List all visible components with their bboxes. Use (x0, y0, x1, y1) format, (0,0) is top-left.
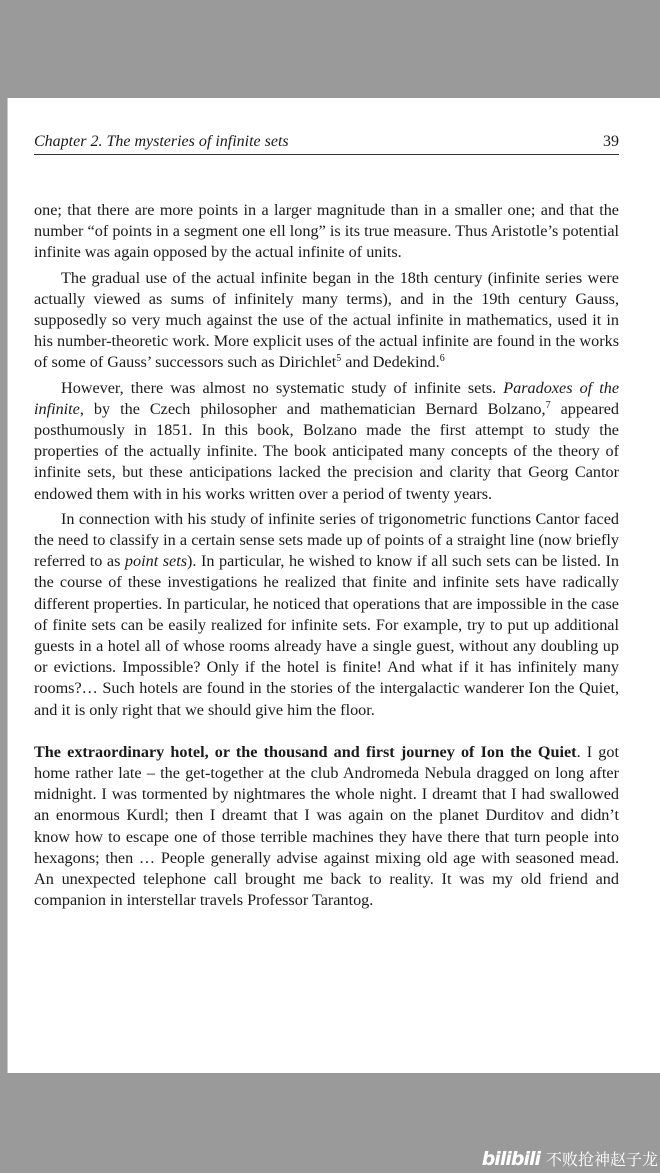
paragraph (34, 378, 619, 505)
footnote-marker: 7 (545, 399, 551, 411)
paragraph (34, 509, 619, 721)
text-run: In connection with his study of infinite series of trigonometric functions Cantor faced the need to classify in a certain sense sets made up of points of a straight line (now briefly referred to as (34, 509, 619, 571)
italic-text: Paradoxes of the infinite (34, 378, 619, 418)
chapter-title: Chapter 2. The mysteries of infinite sets (34, 133, 289, 150)
italic-text: point sets (124, 552, 188, 571)
footnote-marker: 5 (336, 353, 342, 365)
body-text (34, 200, 619, 912)
section-heading: The extraordinary hotel, or the thousand and first journey of Ion the Quiet (34, 742, 577, 761)
text-run: one; that there are more points in a larger magnitude than in a smaller one; and that the number “of points in a segment one ell long” is its true measure. Thus Aristotle’s potential infinite was again opposed by the actual infinite of units. (34, 201, 619, 262)
text-run: . I got home rather late – the get-together at the club Andromeda Nebula dragged on long after midnight. I was tormented by nightmares the whole night. I dreamt that I had swallowed an enormous Kurdl; then I dreamt that I was again on the planet Durditov and didn’t know how to escape one of those terrible machines they have there that turn people into hexagons; then … People generally advise against mixing old age with seasoned mead. An unexpected telephone call brought me back to reality. It was my old friend and companion in interstellar travels Professor Tarantog. (34, 742, 619, 910)
watermark (482, 1147, 658, 1170)
page-number: 39 (603, 133, 619, 150)
watermark-username: 不败抢神赵子龙 (545, 1150, 658, 1169)
paragraph (34, 268, 619, 374)
running-head (34, 128, 619, 155)
bilibili-logo-icon: bilibili (481, 1147, 540, 1170)
section-paragraph (34, 742, 619, 912)
text-run: However, there was almost no systematic study of infinite sets. (61, 378, 504, 397)
text-run: ). In particular, he wished to know if all such sets can be listed. In the course of these investigations he realized that finite and infinite sets have radically different properties. In particular, he noticed that operations that are impossible in the case of finite sets can be easily realized for infinite sets. For example, try to put up additional guests in a hotel all of whose rooms already have a single guest, without any doubling up or evictions. Impossible? Only if the hotel is finite! And what if it has infinitely many rooms?… Such hotels are found in the stories of the intergalactic wanderer Ion the Quiet, and it is only right that we should give him the floor. (34, 552, 620, 719)
text-run: appeared posthumously in 1851. In this book, Bolzano made the first attempt to study the properties of the actually infinite. The book anticipated many concepts of the theory of infinite sets, but these anticipations lacked the precision and clarity that Georg Cantor endowed them with in his works written over a period of twenty years. (34, 399, 619, 503)
footnote-marker: 6 (439, 353, 445, 365)
text-run: The gradual use of the actual infinite began in the 18th century (infinite series were actually viewed as sums of infinitely many terms), and in the 19th century Gauss, supposedly so very much against the use of the actual infinite in mathematics, used it in his number-theoretic work. More explicit uses of the actual infinite are found in the works of some of Gauss’ successors such as Dirichlet (34, 268, 619, 372)
paragraph (34, 200, 619, 264)
document-page (7, 98, 660, 1073)
text-run: and Dedekind. (341, 353, 440, 372)
text-run: , by the Czech philosopher and mathematician Bernard Bolzano, (79, 399, 546, 418)
